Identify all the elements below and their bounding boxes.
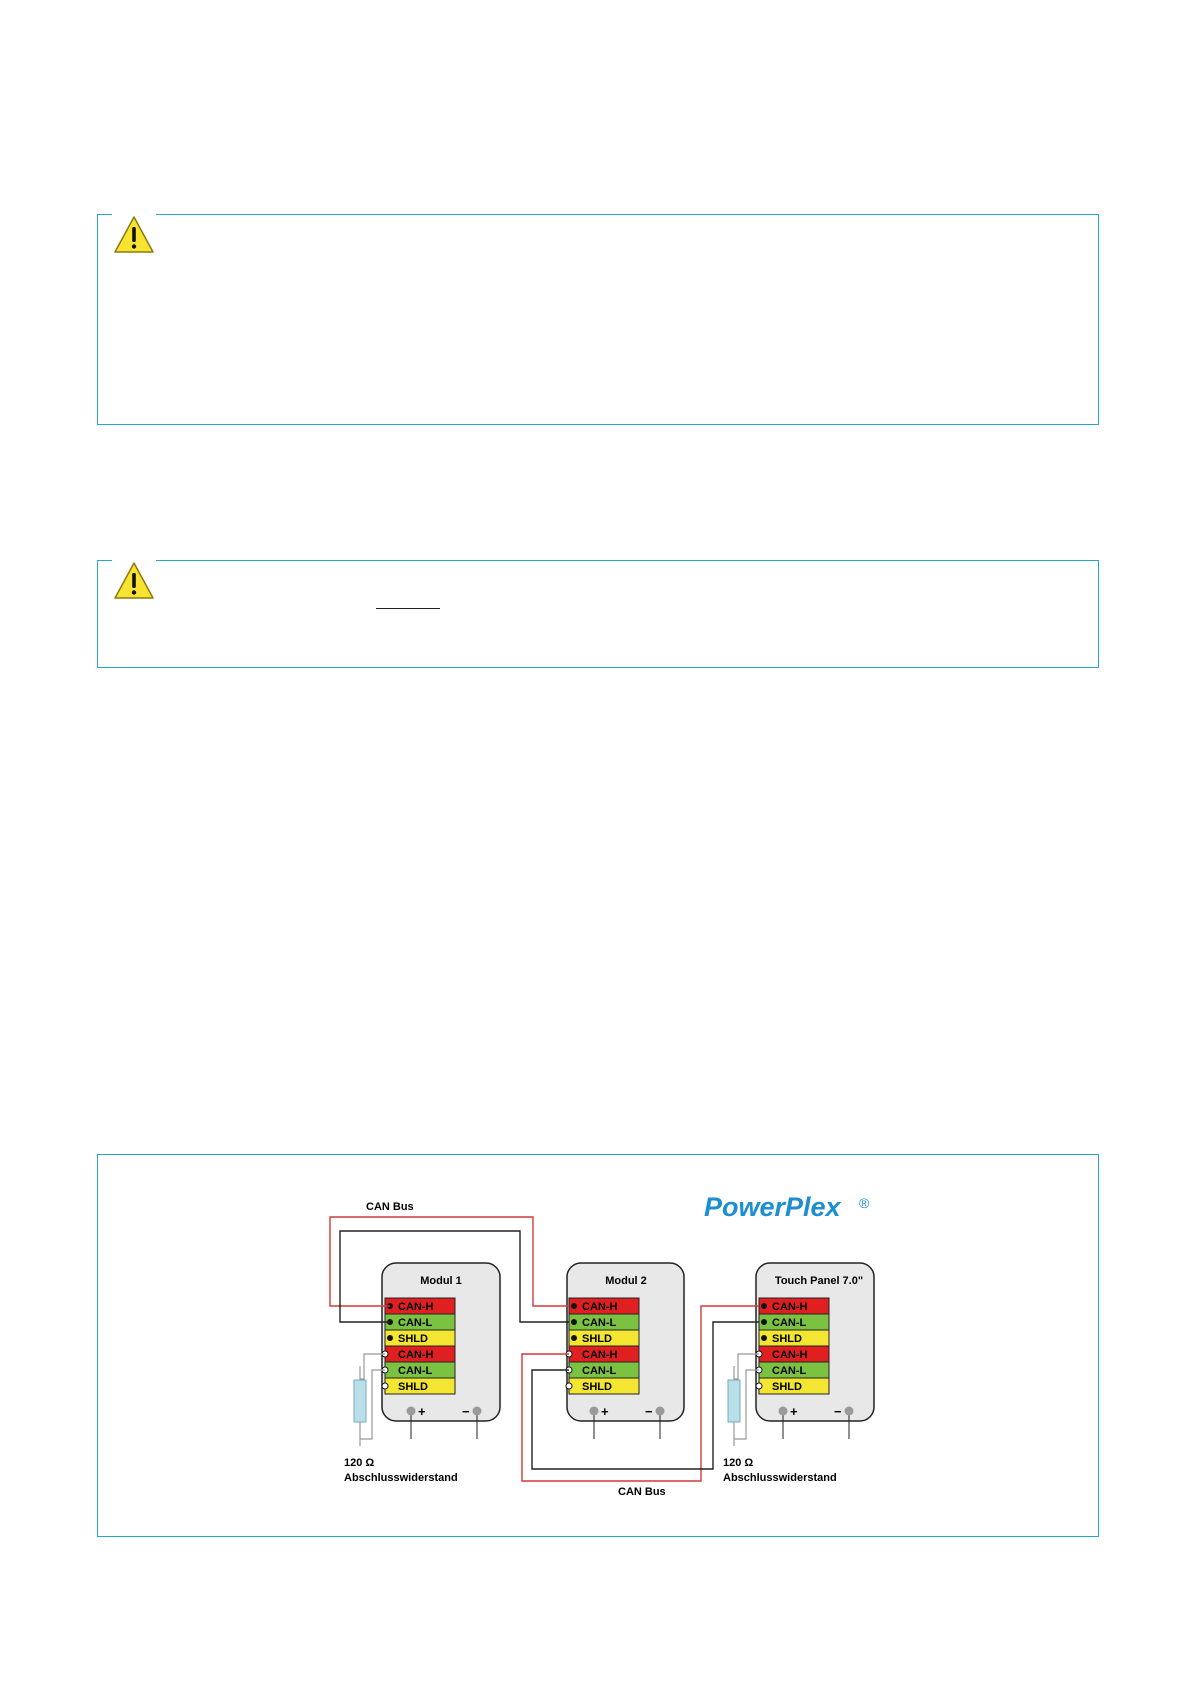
brand-registered-mark: ®: [859, 1195, 870, 1211]
device-title: Touch Panel 7.0": [774, 1275, 864, 1287]
device-title: Modul 2: [605, 1275, 647, 1287]
resistor-value: 120 Ω: [723, 1457, 754, 1469]
warning-triangle-icon: [112, 214, 156, 256]
terminal-label: CAN-H: [582, 1301, 618, 1313]
svg-text:+: +: [601, 1404, 609, 1419]
terminal-label: CAN-L: [772, 1365, 807, 1377]
terminal-label: SHLD: [398, 1381, 428, 1393]
terminal-label: SHLD: [772, 1333, 802, 1345]
bus-label-top: CAN Bus: [366, 1201, 414, 1213]
svg-text:−: −: [645, 1404, 653, 1419]
brand-name: PowerPlex: [704, 1192, 841, 1222]
svg-text:−: −: [834, 1404, 842, 1419]
terminal-label: SHLD: [582, 1381, 612, 1393]
terminal-label: CAN-H: [582, 1349, 618, 1361]
svg-text:+: +: [790, 1404, 798, 1419]
svg-text:−: −: [462, 1404, 470, 1419]
warning-triangle-icon: [112, 560, 156, 602]
terminal-label: CAN-H: [772, 1349, 808, 1361]
terminal-label: CAN-L: [398, 1365, 433, 1377]
svg-text:+: +: [418, 1404, 426, 1419]
powerplex-logo: [704, 1192, 870, 1222]
terminal-label: CAN-L: [582, 1365, 617, 1377]
terminal-label: CAN-L: [398, 1317, 433, 1329]
terminal-label: CAN-H: [398, 1301, 434, 1313]
terminal-block-touch-panel: [756, 1298, 829, 1394]
resistor-value: 120 Ω: [344, 1457, 375, 1469]
terminal-label: CAN-L: [772, 1317, 807, 1329]
underline-mark: [376, 608, 440, 609]
resistor-label: Abschlusswiderstand: [344, 1472, 458, 1484]
device-title: Modul 1: [420, 1275, 462, 1287]
terminal-label: SHLD: [582, 1333, 612, 1345]
terminal-label: CAN-L: [582, 1317, 617, 1329]
can-bus-diagram-box: [97, 1154, 1099, 1537]
resistor-label: Abschlusswiderstand: [723, 1472, 837, 1484]
terminal-label: SHLD: [772, 1381, 802, 1393]
terminal-block-modul-2: [566, 1298, 639, 1394]
bus-label-bottom: CAN Bus: [618, 1486, 666, 1498]
can-bus-wiring-diagram: [98, 1155, 1100, 1538]
terminal-label: SHLD: [398, 1333, 428, 1345]
warning-box-2: [97, 560, 1099, 668]
terminal-label: CAN-H: [772, 1301, 808, 1313]
warning-box-1: [97, 214, 1099, 425]
terminal-block-modul-1: [382, 1298, 455, 1394]
terminal-label: CAN-H: [398, 1349, 434, 1361]
